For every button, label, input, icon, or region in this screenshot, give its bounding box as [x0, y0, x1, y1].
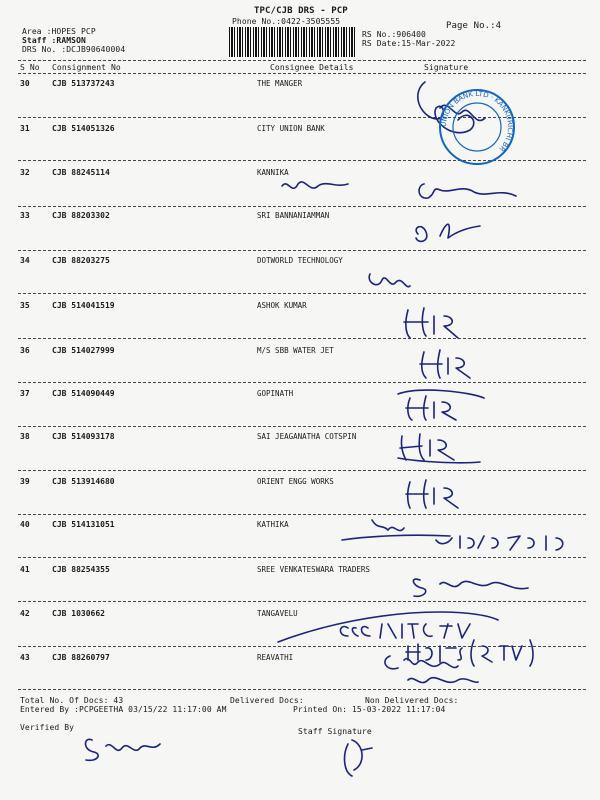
- row-consignment: CJB 514051326: [52, 124, 115, 133]
- signature-row39: [406, 480, 458, 508]
- non-delivered-docs: Non Delivered Docs:: [365, 696, 459, 705]
- rs-number: RS No.:906400: [362, 30, 426, 39]
- row-consignment: CJB 513914680: [52, 477, 115, 486]
- row-sno: 34: [20, 256, 30, 265]
- row-consignee: ORIENT ENGG WORKS: [257, 477, 334, 486]
- col-consignment: Consignment No: [52, 63, 121, 72]
- row-consignee: SREE VENKATESWARA TRADERS: [257, 565, 370, 574]
- row-consignment: CJB 514090449: [52, 389, 115, 398]
- bank-stamp: [436, 86, 518, 168]
- col-sno: S No: [20, 63, 40, 72]
- signature-row40: [342, 520, 450, 540]
- verified-by-label: Verified By: [20, 723, 75, 732]
- verified-by-signature: [86, 739, 161, 760]
- row-sno: 33: [20, 211, 30, 220]
- row-consignment: CJB 88254355: [52, 565, 110, 574]
- phone-number: Phone No.:0422-3505555: [232, 17, 341, 26]
- row-sno: 35: [20, 301, 30, 310]
- row-consignment: CJB 88203302: [52, 211, 110, 220]
- signature-row41: [413, 579, 528, 596]
- stamp-text-path: UNION BANK LTD · KANKURICHI BR: [439, 89, 515, 153]
- entered-by: Entered By :PCPGEETHA 03/15/22 11:17:00 AM: [20, 705, 227, 714]
- row-consignment: CJB 514041519: [52, 301, 115, 310]
- row-sno: 39: [20, 477, 30, 486]
- area-label: Area :HOPES PCP: [22, 27, 96, 36]
- col-consignee: Consignee Details: [270, 63, 354, 72]
- signature-row38: [398, 434, 480, 463]
- row-consignee: REAVATHI: [257, 653, 294, 662]
- row-consignee: THE MANGER: [257, 79, 303, 88]
- col-signature: Signature: [424, 63, 469, 72]
- row-consignee: M/S SBB WATER JET: [257, 346, 334, 355]
- signature-row42-note1: [340, 624, 470, 638]
- signature-row32: [419, 184, 516, 198]
- row-consignment: CJB 88245114: [52, 168, 110, 177]
- row-sno: 30: [20, 79, 30, 88]
- row-consignee: TANGAVELU: [257, 609, 298, 618]
- row-consignment: CJB 513737243: [52, 79, 115, 88]
- signature-row34: [369, 274, 410, 287]
- staff-label: Staff :RAMSON: [22, 36, 86, 45]
- signature-row32-consignee: [282, 182, 348, 188]
- row-consignee: DOTWORLD TECHNOLOGY: [257, 256, 343, 265]
- staff-signature-mark: [345, 740, 372, 776]
- page-number: Page No.:4: [446, 21, 502, 31]
- row-sno: 32: [20, 168, 30, 177]
- row-consignee: SRI BANNANIAMMAN: [257, 211, 330, 220]
- row-sno: 40: [20, 520, 30, 529]
- signature-row43-b: [408, 678, 478, 683]
- signature-row33: [416, 224, 480, 241]
- row-sno: 38: [20, 432, 30, 441]
- signature-row43: [385, 656, 458, 669]
- row-consignee: GOPINATH: [257, 389, 294, 398]
- signature-row40-phone: [436, 536, 563, 550]
- delivered-docs: Delivered Docs:: [230, 696, 304, 705]
- document-title: TPC/CJB DRS - PCP: [254, 6, 348, 16]
- staff-signature-label: Staff Signature: [298, 727, 372, 736]
- printed-on: Printed On: 15-03-2022 11:17:04: [293, 705, 446, 714]
- signature-row37: [398, 390, 484, 420]
- row-consignment: CJB 88260797: [52, 653, 110, 662]
- row-sno: 31: [20, 124, 30, 133]
- row-consignee: CITY UNION BANK: [257, 124, 325, 133]
- row-consignment: CJB 88203275: [52, 256, 110, 265]
- row-consignee: ASHOK KUMAR: [257, 301, 307, 310]
- rs-date: RS Date:15-Mar-2022: [362, 39, 456, 48]
- row-consignee: KATHIKA: [257, 520, 289, 529]
- signature-row42-line: [278, 612, 498, 642]
- row-consignee: SAI JEAGANATHA COTSPIN: [257, 432, 357, 441]
- total-docs: Total No. Of Docs: 43: [20, 696, 124, 705]
- row-consignment: CJB 514131051: [52, 520, 115, 529]
- row-sno: 37: [20, 389, 30, 398]
- row-sno: 42: [20, 609, 30, 618]
- row-consignee: KANNIKA: [257, 168, 289, 177]
- signature-row35: [404, 308, 458, 338]
- row-consignment: CJB 514027999: [52, 346, 115, 355]
- row-sno: 36: [20, 346, 30, 355]
- row-consignment: CJB 514093178: [52, 432, 115, 441]
- row-consignment: CJB 1030662: [52, 609, 105, 618]
- signature-row36: [420, 350, 470, 378]
- row-sno: 43: [20, 653, 30, 662]
- row-sno: 41: [20, 565, 30, 574]
- drs-number: DRS No. :DCJB90640004: [22, 45, 126, 54]
